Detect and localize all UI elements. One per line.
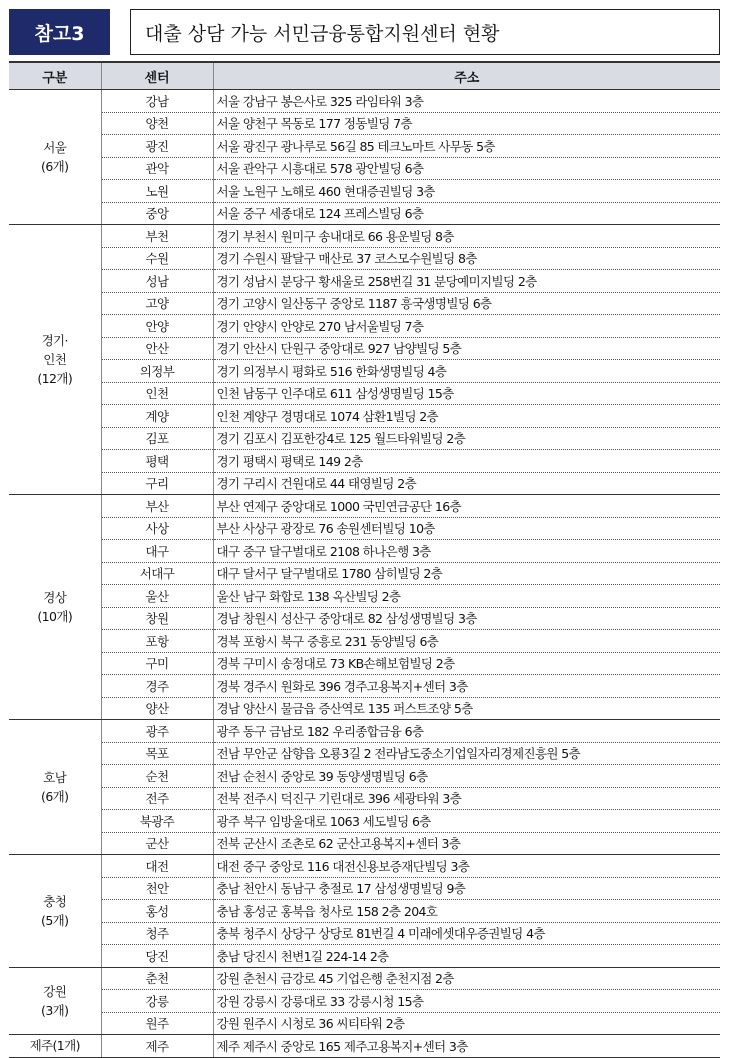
center-name-cell: 천안	[101, 877, 213, 900]
region-label: (10개)	[37, 609, 73, 624]
center-name-cell: 청주	[101, 922, 213, 945]
center-name-cell: 고양	[101, 292, 213, 315]
center-name-cell: 서대구	[101, 562, 213, 585]
address-cell: 경기 김포시 김포한강4로 125 월드타워빌딩 2층	[213, 427, 720, 450]
region-cell	[9, 1035, 101, 1058]
center-name-cell: 순천	[101, 765, 213, 788]
address-cell: 경기 구리시 건원대로 44 태영빌딩 2층	[213, 472, 720, 495]
center-name-cell: 계양	[101, 405, 213, 428]
table-row	[9, 495, 720, 518]
table-row	[9, 832, 720, 855]
address-cell: 경기 고양시 일산동구 중앙로 1187 흥국생명빌딩 6층	[213, 292, 720, 315]
center-name-cell: 북광주	[101, 810, 213, 833]
center-name-cell: 제주	[101, 1035, 213, 1058]
address-cell: 충남 천안시 동남구 충절로 17 삼성생명빌딩 9층	[213, 877, 720, 900]
table-row	[9, 585, 720, 608]
table-row	[9, 630, 720, 653]
address-cell: 서울 광진구 광나루로 56길 85 테크노마트 사무동 5층	[213, 135, 720, 158]
region-label: (6개)	[41, 789, 69, 804]
table-row	[9, 945, 720, 968]
address-cell: 경남 양산시 물금읍 증산역로 135 퍼스트조양 5층	[213, 697, 720, 720]
region-label: 서울	[43, 140, 67, 155]
address-cell: 부산 사상구 광장로 76 송원센터빌딩 10층	[213, 517, 720, 540]
table-row	[9, 382, 720, 405]
table-row	[9, 562, 720, 585]
region-label: (6개)	[41, 159, 69, 174]
table-row	[9, 855, 720, 878]
region-label: (12개)	[37, 371, 73, 386]
center-name-cell: 수원	[101, 247, 213, 270]
table-row	[9, 652, 720, 675]
table-row	[9, 765, 720, 788]
table-row	[9, 450, 720, 473]
address-cell: 울산 남구 화합로 138 옥산빌딩 2층	[213, 585, 720, 608]
address-cell: 서울 강남구 봉은사로 325 라임타워 3층	[213, 90, 720, 113]
center-name-cell: 울산	[101, 585, 213, 608]
center-name-cell: 경주	[101, 675, 213, 698]
region-label: 강원	[43, 983, 67, 999]
address-cell: 경기 성남시 분당구 황새울로 258번길 31 분당예미지빌딩 2층	[213, 270, 720, 293]
region-label: (3개)	[41, 1002, 69, 1018]
table-row	[9, 270, 720, 293]
center-name-cell: 전주	[101, 787, 213, 810]
table-row	[9, 922, 720, 945]
address-cell: 경북 포항시 북구 중흥로 231 동양빌딩 6층	[213, 630, 720, 653]
address-cell: 광주 동구 금남로 182 우리종합금융 6층	[213, 720, 720, 743]
table-row	[9, 225, 720, 248]
center-name-cell: 창원	[101, 607, 213, 630]
table-row	[9, 405, 720, 428]
table-row	[9, 427, 720, 450]
address-cell: 충남 당진시 천변1길 224-14 2층	[213, 945, 720, 968]
column-header-address: 주소	[213, 62, 720, 90]
address-cell: 경기 평택시 평택로 149 2층	[213, 450, 720, 473]
table-row	[9, 967, 720, 990]
center-name-cell: 강남	[101, 90, 213, 113]
address-cell: 강원 춘천시 금강로 45 기업은행 춘천지점 2층	[213, 967, 720, 990]
center-name-cell: 군산	[101, 832, 213, 855]
center-name-cell: 춘천	[101, 967, 213, 990]
page-title: 대출 상담 가능 서민금융통합지원센터 현황	[130, 9, 720, 55]
page-header	[9, 9, 720, 55]
table-row	[9, 90, 720, 113]
center-name-cell: 양산	[101, 697, 213, 720]
table-row	[9, 202, 720, 225]
address-cell: 강원 원주시 시청로 36 씨티타워 2층	[213, 1012, 720, 1035]
address-cell: 전북 군산시 조촌로 62 군산고용복지+센터 3층	[213, 832, 720, 855]
address-cell: 충북 청주시 상당구 상당로 81번길 4 미래에셋대우증권빌딩 4층	[213, 922, 720, 945]
table-row	[9, 742, 720, 765]
address-cell: 경기 안양시 안양로 270 남서울빌딩 7층	[213, 315, 720, 338]
address-cell: 경기 부천시 원미구 송내대로 66 용운빌딩 8층	[213, 225, 720, 248]
table-row	[9, 990, 720, 1013]
region-cell	[9, 225, 101, 495]
address-cell: 경북 경주시 원화로 396 경주고용복지+센터 3층	[213, 675, 720, 698]
address-cell: 전남 순천시 중앙로 39 동양생명빌딩 6층	[213, 765, 720, 788]
table-row	[9, 112, 720, 135]
center-name-cell: 부산	[101, 495, 213, 518]
address-cell: 경기 의정부시 평화로 516 한화생명빌딩 4층	[213, 360, 720, 383]
column-header-center: 센터	[101, 62, 213, 90]
center-name-cell: 포항	[101, 630, 213, 653]
address-cell: 제주 제주시 중앙로 165 제주고용복지+센터 3층	[213, 1035, 720, 1058]
center-name-cell: 목포	[101, 742, 213, 765]
table-row	[9, 720, 720, 743]
center-name-cell: 성남	[101, 270, 213, 293]
center-name-cell: 의정부	[101, 360, 213, 383]
region-label: (5개)	[41, 912, 69, 928]
address-cell: 서울 중구 세종대로 124 프레스빌딩 6층	[213, 202, 720, 225]
address-cell: 경기 안산시 단원구 중앙대로 927 남양빌딩 5층	[213, 337, 720, 360]
center-name-cell: 인천	[101, 382, 213, 405]
address-cell: 광주 북구 임방울대로 1063 세도빌딩 6층	[213, 810, 720, 833]
center-name-cell: 평택	[101, 450, 213, 473]
center-name-cell: 구미	[101, 652, 213, 675]
address-cell: 전남 무안군 삼향읍 오룡3길 2 전라남도중소기업일자리경제진흥원 5층	[213, 742, 720, 765]
center-name-cell: 양천	[101, 112, 213, 135]
region-label: 인천	[43, 352, 67, 367]
address-cell: 전북 전주시 덕진구 기린대로 396 세광타워 3층	[213, 787, 720, 810]
center-name-cell: 원주	[101, 1012, 213, 1035]
region-label: 경기·	[41, 333, 68, 348]
address-cell: 인천 계양구 경명대로 1074 삼환1빌딩 2층	[213, 405, 720, 428]
region-cell	[9, 495, 101, 720]
address-cell: 대구 달서구 달구벌대로 1780 삼히빌딩 2층	[213, 562, 720, 585]
address-cell: 서울 노원구 노해로 460 현대증권빌딩 3층	[213, 180, 720, 203]
table-row	[9, 315, 720, 338]
table-row	[9, 607, 720, 630]
table-row	[9, 877, 720, 900]
table-row	[9, 360, 720, 383]
address-cell: 강원 강릉시 강릉대로 33 강릉시청 15층	[213, 990, 720, 1013]
region-cell	[9, 855, 101, 968]
region-label: 경상	[43, 590, 67, 605]
address-cell: 서울 양천구 목동로 177 정동빌딩 7층	[213, 112, 720, 135]
region-label: 호남	[43, 770, 67, 785]
table-row	[9, 180, 720, 203]
center-name-cell: 대구	[101, 540, 213, 563]
table-body	[9, 90, 720, 1058]
region-label: 충청	[43, 893, 67, 909]
reference-badge: 참고3	[9, 9, 110, 55]
table-row	[9, 697, 720, 720]
center-name-cell: 강릉	[101, 990, 213, 1013]
center-name-cell: 구리	[101, 472, 213, 495]
center-name-cell: 광주	[101, 720, 213, 743]
center-name-cell: 김포	[101, 427, 213, 450]
center-name-cell: 홍성	[101, 900, 213, 923]
column-header-region: 구분	[9, 62, 101, 90]
center-name-cell: 관악	[101, 157, 213, 180]
center-name-cell: 부천	[101, 225, 213, 248]
table-row	[9, 135, 720, 158]
center-name-cell: 노원	[101, 180, 213, 203]
table-row	[9, 517, 720, 540]
center-name-cell: 중앙	[101, 202, 213, 225]
center-name-cell: 광진	[101, 135, 213, 158]
center-name-cell: 사상	[101, 517, 213, 540]
table-row	[9, 900, 720, 923]
center-name-cell: 안양	[101, 315, 213, 338]
table-row	[9, 472, 720, 495]
address-cell: 경북 구미시 송정대로 73 KB손해보험빌딩 2층	[213, 652, 720, 675]
table-row	[9, 337, 720, 360]
table-row	[9, 810, 720, 833]
center-table	[9, 61, 720, 1058]
table-row	[9, 540, 720, 563]
region-cell	[9, 967, 101, 1035]
region-label: 제주(1개)	[29, 1038, 80, 1054]
center-name-cell: 당진	[101, 945, 213, 968]
table-row	[9, 787, 720, 810]
address-cell: 경남 창원시 성산구 중앙대로 82 삼성생명빌딩 3층	[213, 607, 720, 630]
table-row	[9, 157, 720, 180]
address-cell: 인천 남동구 인주대로 611 삼성생명빌딩 15층	[213, 382, 720, 405]
region-cell	[9, 90, 101, 225]
address-cell: 대구 중구 달구벌대로 2108 하나은행 3층	[213, 540, 720, 563]
table-row	[9, 675, 720, 698]
center-name-cell: 안산	[101, 337, 213, 360]
table-row	[9, 1012, 720, 1035]
table-row	[9, 1035, 720, 1058]
address-cell: 서울 관악구 시흥대로 578 광안빌딩 6층	[213, 157, 720, 180]
address-cell: 부산 연제구 중앙대로 1000 국민연금공단 16층	[213, 495, 720, 518]
table-row	[9, 292, 720, 315]
address-cell: 충남 홍성군 홍북읍 청사로 158 2층 204호	[213, 900, 720, 923]
address-cell: 대전 중구 중앙로 116 대전신용보증재단빌딩 3층	[213, 855, 720, 878]
center-name-cell: 대전	[101, 855, 213, 878]
region-cell	[9, 720, 101, 855]
table-header-row	[9, 62, 720, 90]
address-cell: 경기 수원시 팔달구 매산로 37 코스모수원빌딩 8층	[213, 247, 720, 270]
table-row	[9, 247, 720, 270]
